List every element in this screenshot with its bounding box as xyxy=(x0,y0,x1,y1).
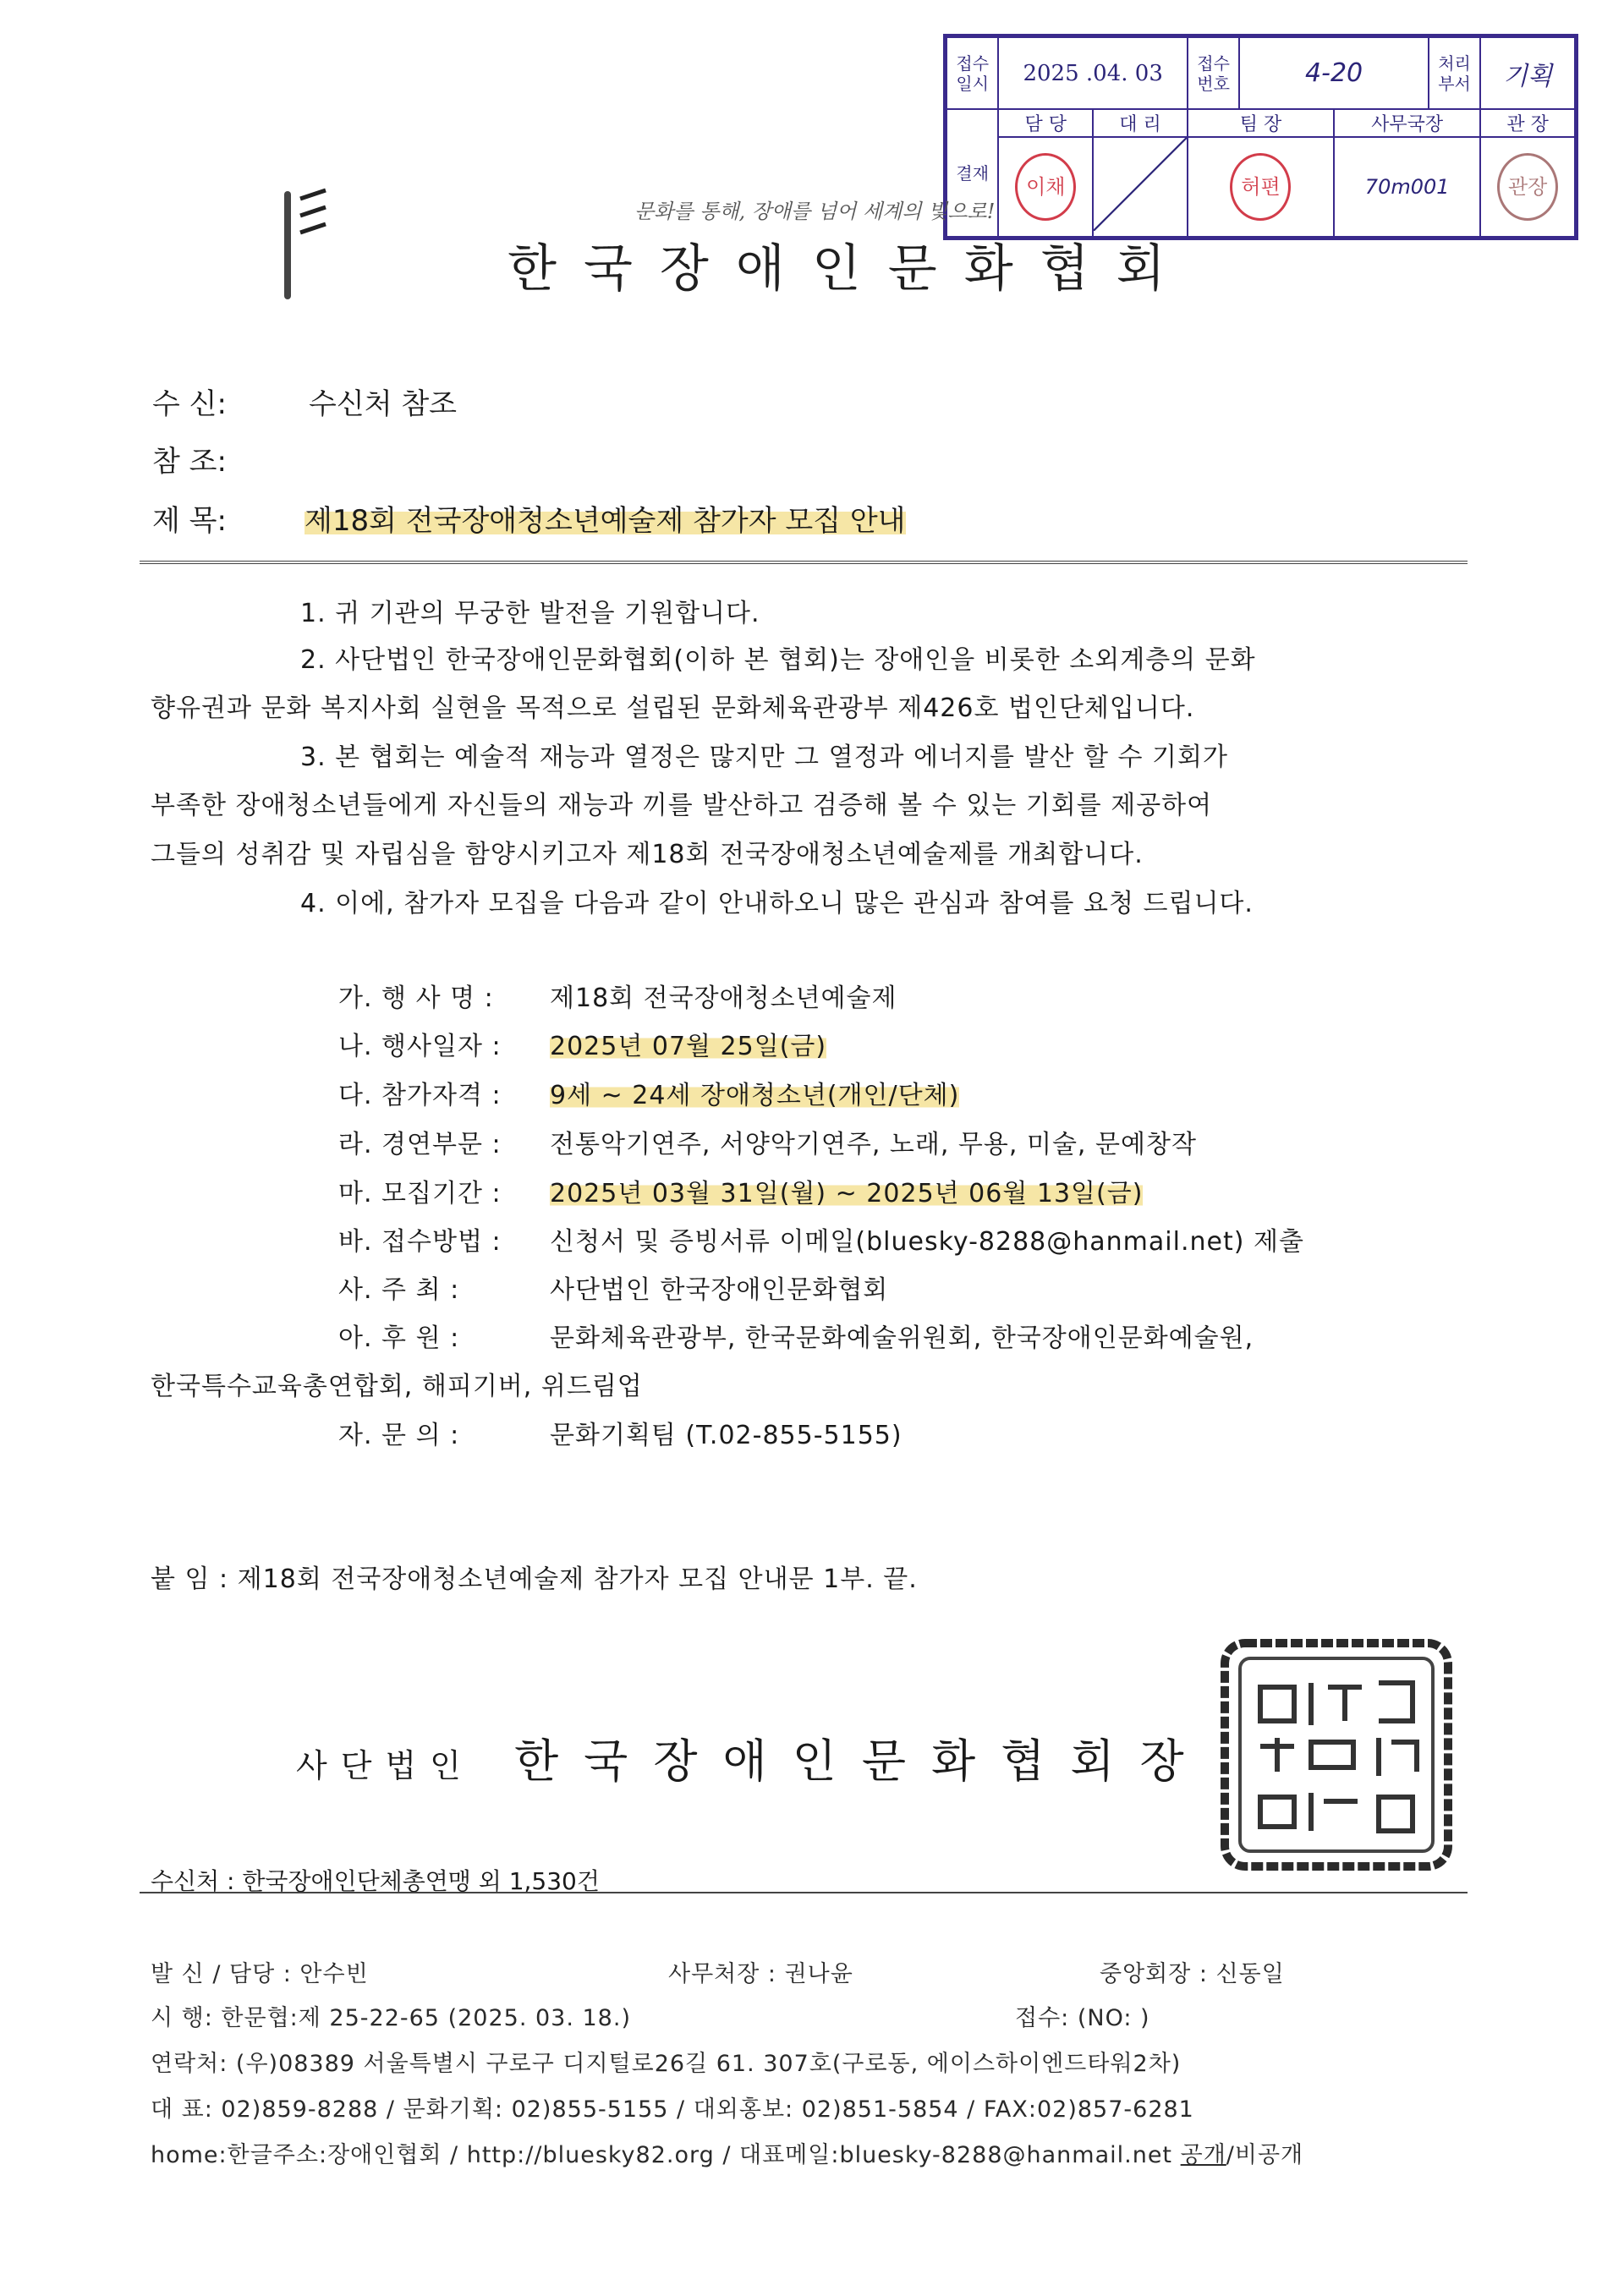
contact-phones: 대 표: 02)859-8288 / 문화기획: 02)855-5155 / 대외홍보: 02)851-5854 / FAX:02)857-6281 xyxy=(151,2096,1194,2123)
private-flag: /비공개 xyxy=(1226,2142,1304,2168)
official-seal-icon xyxy=(1218,1636,1455,1873)
to-value: 수신처 참조 xyxy=(309,387,458,421)
team-seal-cell xyxy=(1188,137,1334,237)
detail-label-categories: 라. 경연부문 : xyxy=(338,1130,502,1159)
doc-no-label: 접수 번호 xyxy=(1188,37,1239,109)
secretary-info: 사무처장 : 권나윤 xyxy=(668,1961,853,1987)
detail-value-date: 2025년 07월 25일(금) xyxy=(550,1025,826,1062)
homepage-email: home:한글주소:장애인협회 / http://bluesky82.org / 대표메일:bluesky-8288@hanmail.net xyxy=(151,2142,1173,2168)
header-divider xyxy=(140,561,1468,564)
paragraph-3b: 부족한 장애청소년들에게 자신들의 재능과 끼를 발산하고 검증해 볼 수 있는 기회를 제공하여 xyxy=(151,791,1213,820)
paragraph-1: 1. 귀 기관의 무궁한 발전을 기원합니다. xyxy=(300,599,760,628)
paragraph-3c: 그들의 성취감 및 자립심을 함양시키고자 제18회 전국장애청소년예술제를 개최합니다. xyxy=(151,840,1144,869)
role-secretary: 사무국장 xyxy=(1334,109,1480,137)
paragraph-2b: 향유권과 문화 복지사회 실현을 목적으로 설립된 문화체육관광부 제426호 법인단체입니다. xyxy=(151,693,1195,723)
doc-no: 4-20 xyxy=(1239,37,1428,109)
detail-value-sponsor: 문화체육관광부, 한국문화예술위원회, 한국장애인문화예술원, xyxy=(550,1323,1254,1353)
director-seal: 관장 xyxy=(1497,153,1558,221)
subject-label: 제 목: xyxy=(152,504,227,538)
staff-seal: 이채 xyxy=(1015,153,1076,221)
slogan: 문화를 통해, 장애를 넘어 세계의 빛으로! xyxy=(634,200,996,223)
president-signature-line xyxy=(296,1725,1210,1790)
org-title: 한국장애인문화협회 xyxy=(508,239,1193,299)
detail-value-eligibility: 9세 ~ 24세 장애청소년(개인/단체) xyxy=(550,1074,959,1111)
public-flag: 공개 xyxy=(1180,2142,1226,2168)
paragraph-2a: 2. 사단법인 한국장애인문화협회(이하 본 협회)는 장애인을 비롯한 소외계층의 문화 xyxy=(300,645,1256,675)
detail-value-method: 신청서 및 증빙서류 이메일(bluesky-8288@hanmail.net) 제출 xyxy=(550,1227,1304,1257)
detail-label-method: 바. 접수방법 : xyxy=(338,1227,502,1257)
president-prefix: 사단법인 xyxy=(296,1747,475,1784)
sender-info: 발 신 / 담당 : 안수빈 xyxy=(151,1961,369,1987)
team-seal: 허편 xyxy=(1230,153,1291,221)
recipients-line: 수신처 : 한국장애인단체총연맹 외 1,530건 xyxy=(151,1867,600,1895)
chairman-info: 중앙회장 : 신동일 xyxy=(1100,1961,1285,1987)
ref-label: 참 조: xyxy=(152,445,227,479)
detail-label-eligibility: 다. 참가자격 : xyxy=(338,1081,502,1110)
secretary-signature: 70m001 xyxy=(1334,137,1480,237)
deputy-cell xyxy=(1093,137,1188,237)
org-logo-icon xyxy=(254,186,330,304)
president-title: 한국장애인문화협회장 xyxy=(514,1734,1210,1788)
execution-info: 시 행: 한문협:제 25-22-65 (2025. 03. 18.) xyxy=(151,2005,631,2031)
role-deputy: 대 리 xyxy=(1093,109,1188,137)
attachment-line: 붙 임 : 제18회 전국장애청소년예술제 참가자 모집 안내문 1부. 끝. xyxy=(151,1564,918,1594)
role-director: 관 장 xyxy=(1480,109,1575,137)
dept-value: 기획 xyxy=(1480,37,1575,109)
contact-web xyxy=(151,2136,1303,2169)
paragraph-3a: 3. 본 협회는 예술적 재능과 열정은 많지만 그 열정과 에너지를 발산 할 수 기회가 xyxy=(300,743,1228,772)
detail-label-date: 나. 행사일자 : xyxy=(338,1032,502,1061)
detail-value-host: 사단법인 한국장애인문화협회 xyxy=(550,1275,889,1305)
detail-label-sponsor: 아. 후 원 : xyxy=(338,1323,460,1353)
subject-value: 제18회 전국장애청소년예술제 참가자 모집 안내 xyxy=(304,497,906,539)
director-seal-cell xyxy=(1480,137,1575,237)
slash-mark xyxy=(1094,138,1187,231)
detail-label-period: 마. 모집기간 : xyxy=(338,1179,502,1208)
detail-value-inquiry: 문화기획팀 (T.02-855-5155) xyxy=(550,1421,903,1450)
approval-stamp xyxy=(943,34,1578,240)
received-label: 접수 일시 xyxy=(946,37,998,109)
footer-divider xyxy=(140,1892,1468,1893)
contact-address: 연락처: (우)08389 서울특별시 구로구 디지털로26길 61. 307호(구로동, 에이스하이엔드타워2차) xyxy=(151,2051,1182,2077)
role-team-lead: 팀 장 xyxy=(1188,109,1334,137)
detail-value-categories: 전통악기연주, 서양악기연주, 노래, 무용, 미술, 문예창작 xyxy=(550,1130,1197,1159)
detail-value-period: 2025년 03월 31일(월) ~ 2025년 06월 13일(금) xyxy=(550,1172,1143,1209)
reception-info: 접수: (NO: ) xyxy=(1015,2005,1150,2031)
detail-label-event: 가. 행 사 명 : xyxy=(338,984,494,1013)
to-label: 수 신: xyxy=(152,387,227,421)
paragraph-4: 4. 이에, 참가자 모집을 다음과 같이 안내하오니 많은 관심과 참여를 요청 드립니다. xyxy=(300,889,1254,918)
dept-label: 처리 부서 xyxy=(1429,37,1480,109)
detail-label-host: 사. 주 최 : xyxy=(338,1275,460,1305)
decision-label: 결재 xyxy=(946,109,998,237)
staff-seal-cell xyxy=(998,137,1093,237)
detail-value-sponsor-cont: 한국특수교육총연합회, 해피기버, 위드림업 xyxy=(151,1372,643,1401)
role-staff: 담 당 xyxy=(998,109,1093,137)
received-date: 2025 .04. 03 xyxy=(998,37,1187,109)
detail-label-inquiry: 자. 문 의 : xyxy=(338,1421,460,1450)
detail-value-event: 제18회 전국장애청소년예술제 xyxy=(550,984,897,1013)
